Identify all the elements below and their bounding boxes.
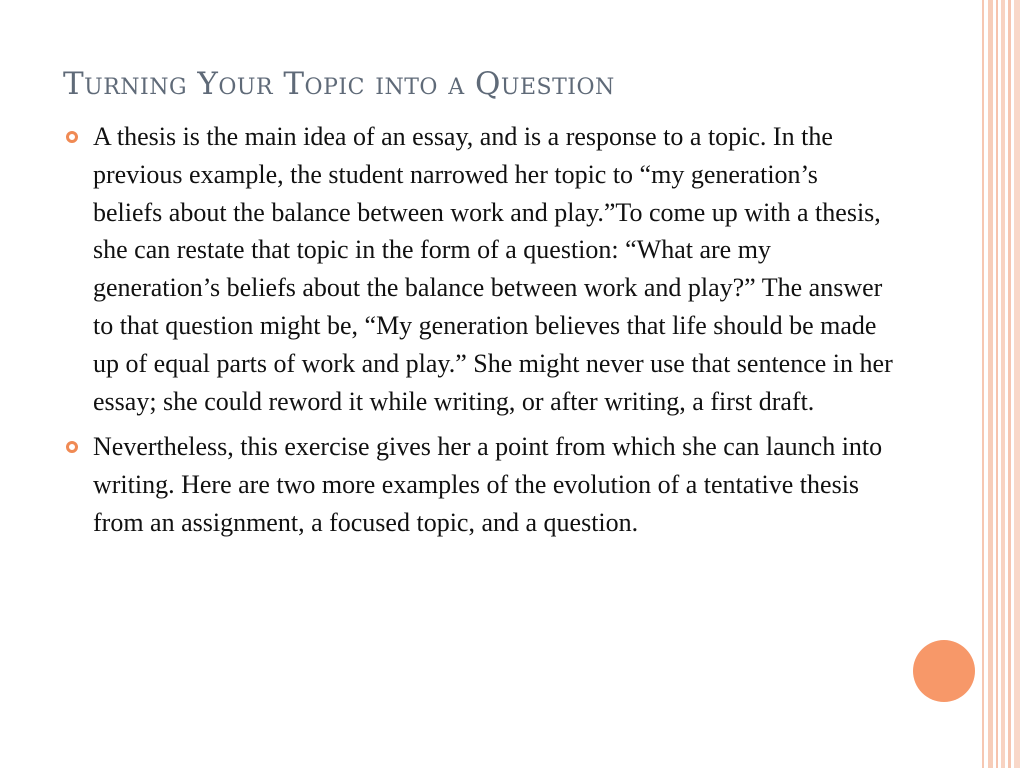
bullet-list xyxy=(63,118,893,550)
edge-stripe xyxy=(1008,0,1011,768)
edge-stripe xyxy=(1001,0,1005,768)
circle-bullet-icon xyxy=(66,131,78,143)
bullet-item xyxy=(63,118,893,420)
edge-stripe xyxy=(1014,0,1020,768)
edge-stripe xyxy=(988,0,993,768)
edge-stripe xyxy=(996,0,998,768)
circle-bullet-icon xyxy=(66,441,78,453)
accent-circle xyxy=(913,640,975,702)
bullet-text: A thesis is the main idea of an essay, and is a response to a topic. In the previous example, the student narrowed her topic to “my generation’s beliefs about the balance between work and play.”To come up with a thesis, she can restate that topic in the form of a question: “What are my generation’s beliefs about the balance between work and play?” The answer to that question might be, “My generation believes that life should be made up of equal parts of work and play.” She might never use that sentence in her essay; she could reword it while writing, or after writing, a first draft. xyxy=(93,122,893,416)
bullet-item xyxy=(63,428,893,541)
bullet-text: Nevertheless, this exercise gives her a point from which she can launch into writing. Here are two more examples of the evolution of a tentative thesis from an assignment, a focused topic, and a question. xyxy=(93,432,883,537)
slide-title: Turning Your Topic into a Question xyxy=(63,66,615,102)
edge-stripe xyxy=(982,0,984,768)
